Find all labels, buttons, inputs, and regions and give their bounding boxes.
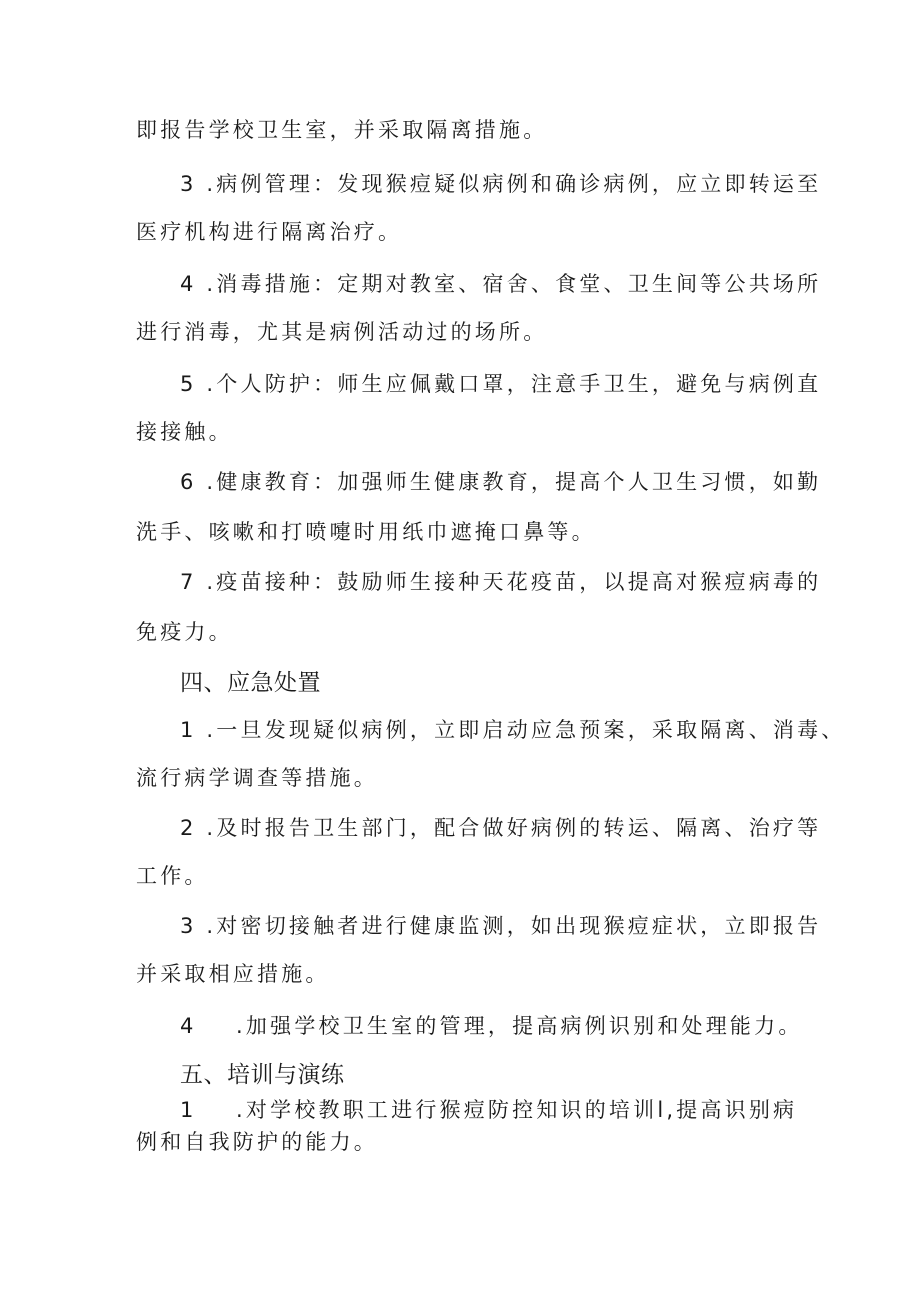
list-item-vaccination: 7 .疫苗接种：鼓励师生接种天花疫苗，以提高对猴痘病毒的: [180, 570, 822, 594]
section-heading-training: 五、培训与演练: [180, 1061, 345, 1087]
section-heading-emergency: 四、应急处置: [180, 669, 321, 695]
text-line: 流行病学调查等措施。: [136, 766, 378, 790]
text-line: 免疫力。: [136, 620, 233, 644]
list-item-health-education: 6 .健康教育：加强师生健康教育，提高个人卫生习惯，如勤: [180, 470, 822, 494]
text-line: 接接触。: [136, 420, 233, 444]
list-item-emergency-1: 1 .一旦发现疑似病例，立即启动应急预案，采取隔离、消毒、: [180, 718, 846, 742]
text-line: 工作。: [136, 864, 209, 888]
list-item-personal-protection: 5 .个人防护：师生应佩戴口罩，注意手卫生，避免与病例直: [180, 372, 822, 396]
list-item-emergency-4: 4 .加强学校卫生室的管理，提高病例识别和处理能力。: [180, 1014, 803, 1038]
text-line: 进行消毒，尤其是病例活动过的场所。: [136, 320, 548, 344]
list-item-case-management: 3 .病例管理：发现猴痘疑似病例和确诊病例，应立即转运至: [180, 172, 822, 196]
list-item-emergency-3: 3 .对密切接触者进行健康监测，如出现猴痘症状，立即报告: [180, 914, 822, 938]
text-line: 医疗机构进行隔离治疗。: [136, 220, 403, 244]
text-line: 并采取相应措施。: [136, 962, 330, 986]
text-line: 洗手、咳嗽和打喷嚏时用纸巾遮掩口鼻等。: [136, 520, 596, 544]
text-line: 例和自我防护的能力。: [136, 1130, 378, 1154]
text-line: 即报告学校卫生室，并采取隔离措施。: [136, 118, 548, 142]
list-item-disinfection: 4 .消毒措施：定期对教室、宿舍、食堂、卫生间等公共场所: [180, 272, 822, 296]
list-item-training-1: 1 .对学校教职工进行猴痘防控知识的培训l,提高识别病: [180, 1098, 798, 1122]
list-item-emergency-2: 2 .及时报告卫生部门，配合做好病例的转运、隔离、治疗等: [180, 816, 822, 840]
